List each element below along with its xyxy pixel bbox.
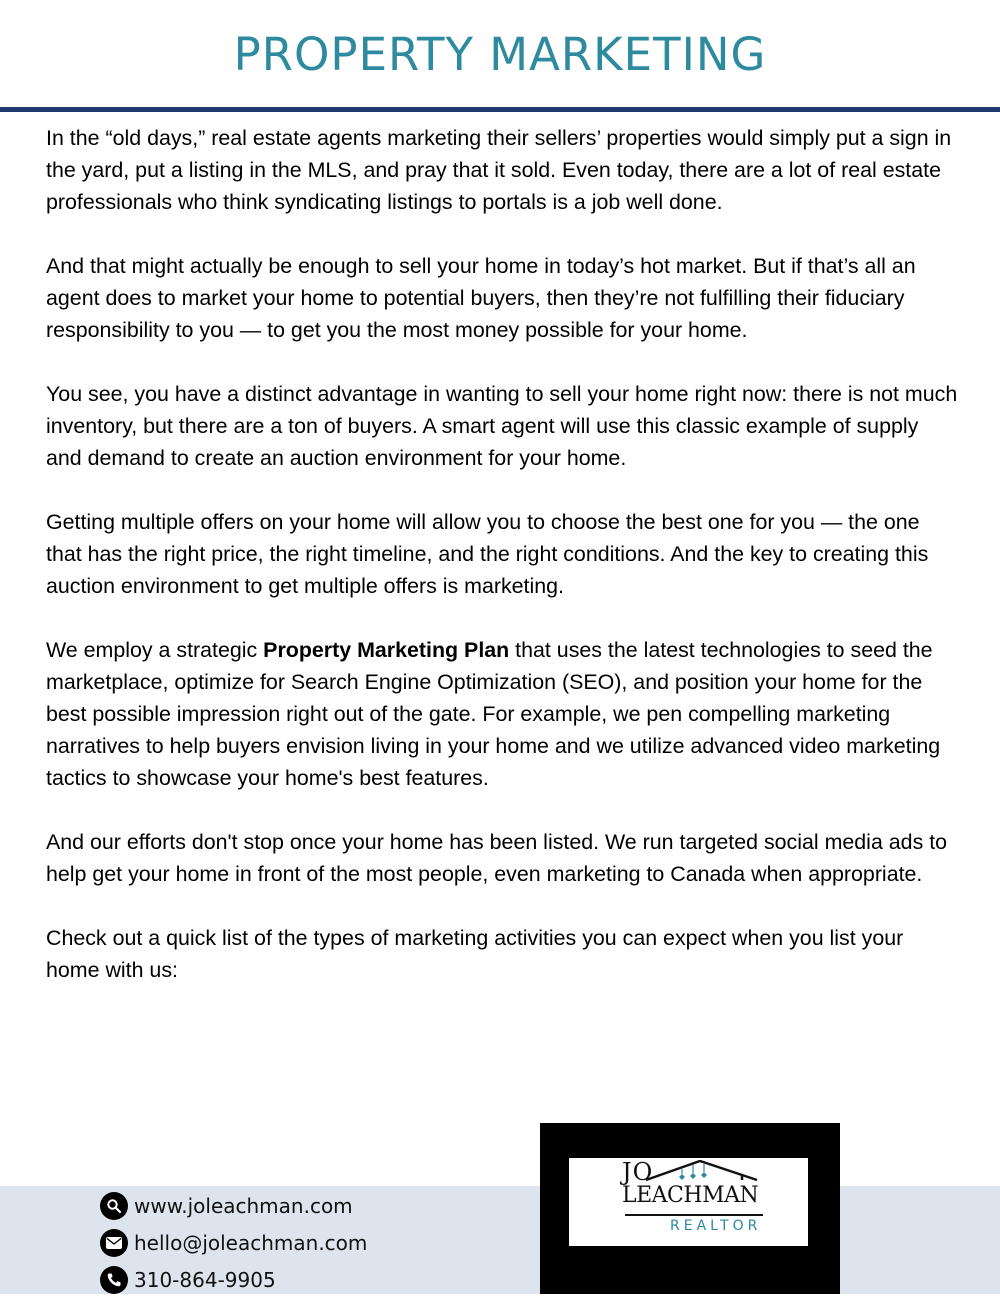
paragraph-1: In the “old days,” real estate agents marketing their sellers’ properties would simply put a sign in the yard, put a listing in the MLS, and pray that it sold. Even today, there are a lot of real estate professionals who think syndicating listings to portals is a job well done. bbox=[46, 126, 952, 214]
paragraph-5-prefix: We employ a strategic bbox=[46, 638, 264, 662]
paragraph-5-suffix: that uses the latest technologies to seed the marketplace, optimize for Search Engine Optimization (SEO), and position your home for the best possible impression right out of the gate. For example, we pen compelling marketing narratives to help buyers envision living in your home and we utilize advanced video marketing tactics to showcase your home's best features. bbox=[46, 638, 941, 790]
phone-number[interactable]: 310-864-9905 bbox=[134, 1268, 276, 1292]
contact-email[interactable] bbox=[100, 1227, 367, 1259]
paragraph-2: And that might actually be enough to sell your home in today’s hot market. But if that’s all an agent does to market your home to potential buyers, then they’re not fulfilling their fiduciary responsibility to you — to get you the most money possible for your home. bbox=[46, 254, 916, 342]
body-text bbox=[46, 122, 958, 1018]
paragraph-6: And our efforts don't stop once your home has been listed. We run targeted social media ads to help get your home in front of the most people, even marketing to Canada when appropriate. bbox=[46, 830, 948, 886]
email-link[interactable]: hello@joleachman.com bbox=[134, 1231, 368, 1255]
paragraph-7: Check out a quick list of the types of marketing activities you can expect when you list your home with us: bbox=[46, 926, 904, 982]
logo-name-first: JO bbox=[622, 1158, 654, 1186]
paragraph-4: Getting multiple offers on your home will allow you to choose the best one for you — the one that has the right price, the right timeline, and the right conditions. And the key to creating this auction environment to get multiple offers is marketing. bbox=[46, 510, 929, 598]
search-icon bbox=[100, 1192, 128, 1220]
logo-tagline: REALTOR bbox=[670, 1218, 762, 1234]
phone-icon bbox=[100, 1266, 128, 1294]
title-divider bbox=[0, 107, 1000, 112]
paragraph-5 bbox=[46, 634, 958, 794]
logo-name-last: LEACHMAN bbox=[622, 1183, 759, 1208]
paragraph-3: You see, you have a distinct advantage in wanting to sell your home right now: there is not much inventory, but there are a ton of buyers. A smart agent will use this classic example of supply and demand to create an auction environment for your home. bbox=[46, 382, 958, 470]
page-title: PROPERTY MARKETING bbox=[233, 28, 767, 81]
property-marketing-plan-emphasis: Property Marketing Plan bbox=[263, 638, 510, 662]
website-link[interactable]: www.joleachman.com bbox=[134, 1194, 353, 1218]
envelope-icon bbox=[100, 1229, 128, 1257]
contact-phone[interactable] bbox=[100, 1264, 276, 1296]
contact-website[interactable] bbox=[100, 1190, 353, 1222]
